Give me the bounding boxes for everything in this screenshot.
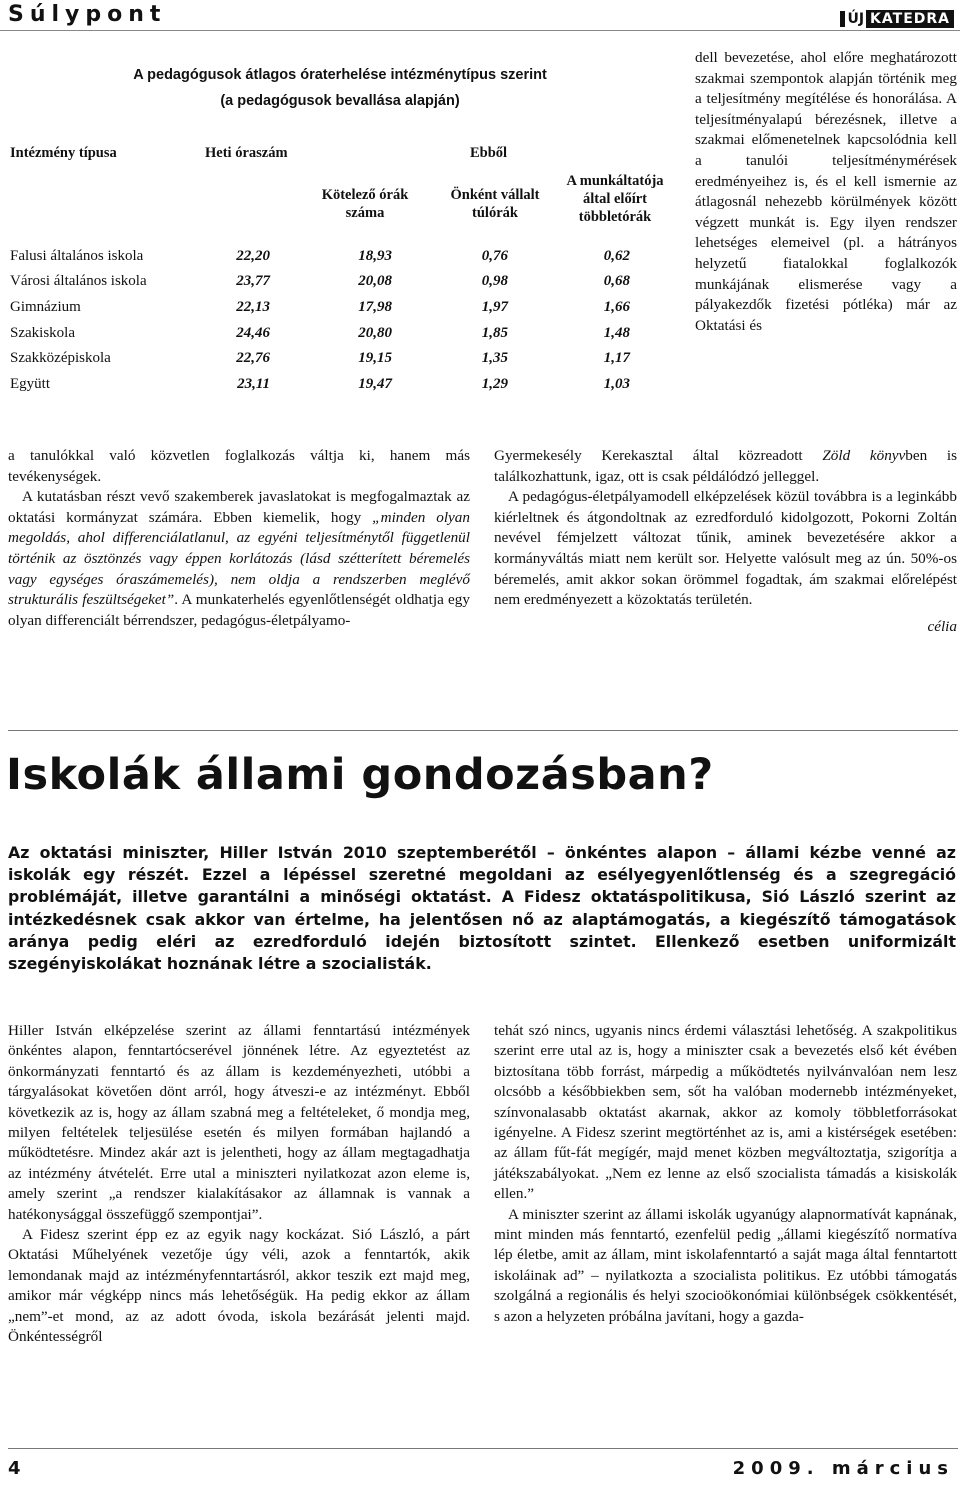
table-row-label: Falusi általános iskola — [10, 248, 144, 264]
table-cell: 1,97 — [481, 299, 508, 315]
table-cell: 19,15 — [358, 350, 392, 366]
table-cell: 0,98 — [481, 273, 508, 289]
table-row-label: Szakközépiskola — [10, 350, 111, 366]
article1-right-top — [695, 48, 957, 336]
section-title: Súlypont — [8, 2, 167, 27]
table-row-label: Gimnázium — [10, 299, 81, 315]
table-cell: 23,11 — [237, 376, 270, 392]
article1-quote: „minden olyan megoldás, ahol differenciálatlanul, az egyéni teljesítménytől függetlenül történik az ösztönzés vagy éppen korlátozás (lásd szétterített béremelés vagy egységes óraszámemelés), nem oldja a rendszerben meglévő strukturális feszültségeket” — [8, 508, 470, 609]
article1-text: Gyermekesély Kerekasztal által közreadott — [494, 447, 823, 464]
table-cell: 1,17 — [603, 350, 630, 366]
col-header-of-which: Ebből — [470, 145, 508, 161]
table-cell: 22,76 — [236, 350, 270, 366]
article2-left-column — [8, 1021, 470, 1348]
issue-date: 2009. március — [732, 1458, 954, 1479]
article2-paragraph: A Fidesz szerint épp ez az egyik nagy kockázat. Sió László, a párt Oktatási Műhelyének vezetője úgy véli, azok a fenntartók, akik lemondanak majd az intézményfenntartásról, akkor teszik ezt majd meg, amikor már végképp nincs más lehetőségük. Ha pedig ekkor az állam „nem”-et mond, az az adott óvoda, iskola bezárását jelenti majd. Önkéntességről — [8, 1226, 470, 1346]
col-header-hours: Heti óraszám — [205, 145, 288, 161]
article2-right-column — [494, 1021, 957, 1327]
col-header-employer: A munkáltatója által előírt többletórák — [566, 173, 664, 225]
article1-right-column — [494, 446, 957, 637]
logo-katedra: KATEDRA — [866, 10, 954, 28]
article1-text: A kutatásban részt vevő szakemberek javaslatokat is megfogalmaztak az oktatási kormányzat számára. Ebben kiemelik, hogy — [8, 488, 470, 526]
table-row-label: Városi általános iskola — [10, 273, 147, 289]
table-row-label: Szakiskola — [10, 325, 75, 341]
table-cell: 1,85 — [481, 325, 508, 341]
article1-text: ben is találkozhattunk, igaz, ott is csak példálódzó jelleggel. — [494, 447, 958, 485]
table-cell: 1,29 — [481, 376, 508, 392]
article1-paragraph — [8, 487, 470, 631]
article1-signature: célia — [927, 617, 957, 635]
table-cell: 20,80 — [358, 325, 392, 341]
logo-uj: ÚJ — [847, 11, 865, 27]
table-cell: 24,46 — [236, 325, 270, 341]
footer-rule — [8, 1448, 958, 1449]
table-row-label: Együtt — [10, 376, 50, 392]
table-cell: 1,48 — [603, 325, 630, 341]
logo-bar-icon — [840, 11, 845, 27]
article1-left-column — [8, 446, 470, 631]
table-cell: 0,62 — [603, 248, 630, 264]
table-cell: 19,47 — [358, 376, 392, 392]
table-cell: 22,20 — [236, 248, 270, 264]
header-rule — [0, 30, 960, 31]
article-separator — [8, 730, 958, 731]
article2-paragraph: A miniszter szerint az állami iskolák ugyanúgy alapnormatívát kapnának, mint minden más fenntartó, ezenfelül pedig „állami kiegészítő normatíva lép életbe, amit az állam, mint iskolafenntartó a saját maga által fenntartott iskoláinak ad” – nyilatkozta a szocialista politikus. Ez utóbbi támogatás szolgálná a regionális és helyi szocioökonómiai különbségek csökkentését, s azon a helyzeten próbálna javítani, hogy a gazda- — [494, 1205, 957, 1325]
article2-headline: Iskolák állami gondozásban? — [6, 750, 714, 800]
article2-lead: Az oktatási miniszter, Hiller István 2010 szeptemberétől – önkéntes alapon – állami kézbe venné az iskolák egy részét. Ezzel a lépéssel szeretné megoldani az esélyegyenlőtlenség és a szegregáció problémáját, illetve garantálni a minőségi oktatást. A Fidesz oktatáspolitikusa, Sió László szerint az intézkedésnek csak akkor van értelme, ha jelentősen nő az alaptámogatás, a kiegészítő támogatások aránya pedig eléri az ezredforduló idején biztosított szintet. Ellenkező esetben uniformizált szegényiskolákat hoznának létre a szocialisták. — [8, 843, 956, 974]
article2-paragraph: Hiller István elképzelése szerint az állami fenntartású intézmények önkéntes alapon, fenntartócserével jönnének létre. Az egyeztetést az önkormányzati fenntartó és az állam is kezdeményezheti, utóbbi a tárgyalásokat követően dönt arról, hogy átveszi-e az intézményt. Ebből következik az is, hogy az állam szabná meg a feltételeket, ő mondja meg, milyen feltételek teljesülése esetén és milyen formában hajlandó a működtetésre. Mindez akár azt is jelentheti, hogy az állam megtagadhatja az intézmény átvételét. Erre utal a miniszteri nyilatkozat azon eleme is, amely szerint „a rendszer kialakításakor az államnak is vannak a hatékonysággal összefüggő szempontjai”. — [8, 1022, 470, 1223]
table-subtitle: (a pedagógusok bevallása alapján) — [220, 93, 460, 109]
table-cell: 18,93 — [358, 248, 392, 264]
article2-paragraph: tehát szó nincs, ugyanis nincs érdemi választási lehetőség. A szakpolitikus szerint erre utal az is, hogy a miniszter csak a bevezetés első két évében biztosítana több forrást, márpedig a működtetés nyilvánvalóan nem lesz olcsóbb a későbbiekben sem, sőt ha valóban modernebb intézményeket, színvonalasabb oktatást akarnak, akkor az komoly többletforrásokat igényelne. A Fidesz szerint megtörténhet az is, ami a kistérségek esetében: az állam fűt-fát megígér, majd menet közben megváltoztatja, szigorítja a játékszabályokat. „Nem ez lenne az első szocialista támadás a kisiskolák ellen.” — [494, 1022, 957, 1203]
col-header-voluntary: Önként vállalt túlórák — [450, 187, 540, 221]
table-cell: 17,98 — [358, 299, 392, 315]
table-cell: 23,77 — [236, 273, 270, 289]
article1-paragraph — [494, 446, 957, 487]
table-cell: 20,08 — [358, 273, 392, 289]
table-cell: 0,76 — [481, 248, 508, 264]
article1-paragraph: dell bevezetése, ahol előre meghatározott szakmai szempontok alapján történik meg a teljesítmény megítélése és honorálása. A teljesítményalapú bérezésnek, illetve a szakmai előmenetelnek kapcsolódnia kell a tanulói teljesítménymérések eredményeihez is, és el kell ismernie az átlagosnál nehezebb körülmények között végzett munkát is. Egy ilyen rendszer lehetséges elemeivel (pl. a hátrányos helyzetű fiatalokkal foglalkozók munkájának elismerése vagy a pályakezdők fizetési pótléka) már az Oktatási és — [695, 49, 957, 334]
table-title: A pedagógusok átlagos óraterhelése intézménytípus szerint — [133, 67, 547, 83]
col-header-type: Intézmény típusa — [10, 145, 117, 161]
page-number: 4 — [8, 1458, 21, 1479]
table-cell: 1,03 — [603, 376, 630, 392]
table-cell: 1,35 — [481, 350, 508, 366]
article1-text: . A munkaterhelés egyenlőtlenségét oldhatja egy olyan differenciált bérrendszer, pedagógus-életpályamo- — [8, 591, 470, 629]
table-cell: 1,66 — [603, 299, 630, 315]
article1-paragraph: a tanulókkal való közvetlen foglalkozás váltja ki, hanem más tevékenységek. — [8, 447, 470, 485]
article1-paragraph: A pedagógus-életpályamodell elképzelések közül továbbra is a leginkább kiérleltnek és átgondoltnak az ezredforduló kidolgozott, Pokorni Zoltán nevével fémjelzett változat tűnik, aminek bevezetésére akkor a kormányváltás miatt nem került sor. Helyette valósult meg az ún. 50%-os béremelés, amit akkor sokan örömmel fogadtak, ám szakmai előrelépést nem eredményezett a közoktatás területén. — [494, 488, 957, 609]
col-header-mandatory: Kötelező órák száma — [321, 187, 409, 221]
publication-logo — [840, 10, 954, 28]
table-cell: 0,68 — [603, 273, 630, 289]
article1-book-title: Zöld könyv — [822, 447, 906, 464]
table-cell: 22,13 — [236, 299, 270, 315]
